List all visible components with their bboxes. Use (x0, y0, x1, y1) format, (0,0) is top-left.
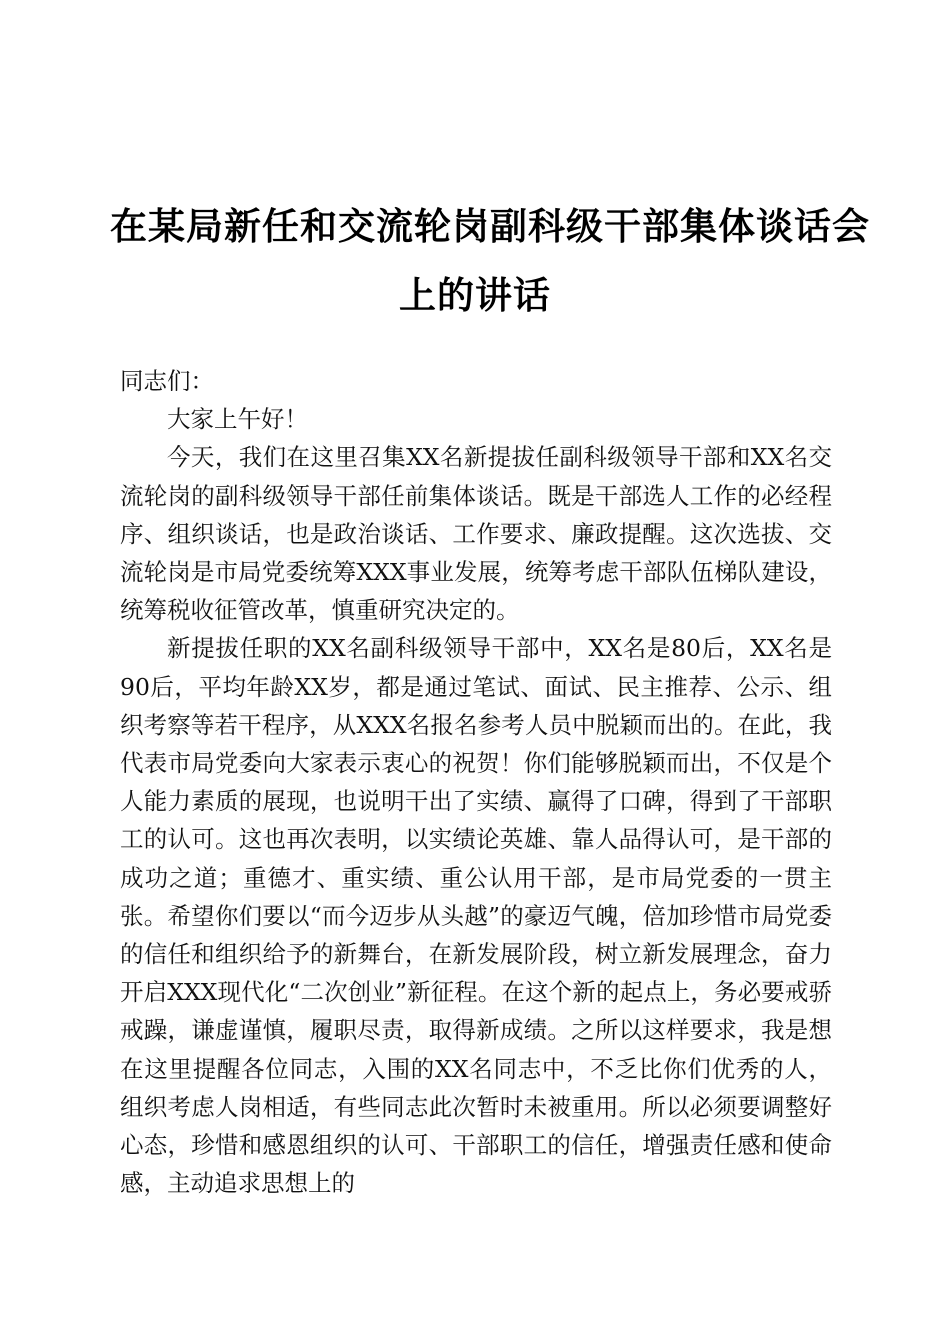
document-body (120, 362, 832, 1202)
paragraph-1: 今天，我们在这里召集XX名新提拔任副科级领导干部和XX名交流轮岗的副科级领导干部任前集体谈话。既是干部选人工作的必经程序、组织谈话，也是政治谈话、工作要求、廉政提醒。这次选拔、交流轮岗是市局党委统筹XXX事业发展，统筹考虑干部队伍梯队建设，统筹税收征管改革，慎重研究决定的。 (120, 443, 832, 625)
salutation: 同志们： (120, 367, 214, 395)
document-title-line-2: 上的讲话 (399, 273, 551, 317)
document-title-line-1: 在某局新任和交流轮岗副科级干部集体谈话会 (110, 204, 870, 248)
paragraph-2: 新提拔任职的XX名副科级领导干部中，XX名是80后，XX名是90后，平均年龄XX岁，都是通过笔试、面试、民主推荐、公示、组织考察等若干程序，从XXX名报名参考人员中脱颖而出的。在此，我代表市局党委向大家表示衷心的祝贺！你们能够脱颖而出，不仅是个人能力素质的展现，也说明干出了实绩、赢得了口碑，得到了干部职工的认可。这也再次表明，以实绩论英雄、靠人品得认可，是干部的成功之道；重德才、重实绩、重公认用干部，是市局党委的一贯主张。希望你们要以“而今迈步从头越”的豪迈气魄，倍加珍惜市局党委的信任和组织给予的新舞台，在新发展阶段，树立新发展理念，奋力开启XXX现代化“二次创业”新征程。在这个新的起点上，务必要戒骄戒躁，谦虚谨慎，履职尽责，取得新成绩。之所以这样要求，我是想在这里提醒各位同志，入围的XX名同志中，不乏比你们优秀的人，组织考虑人岗相适，有些同志此次暂时未被重用。所以必须要调整好心态，珍惜和感恩组织的认可、干部职工的信任，增强责任感和使命感，主动追求思想上的 (120, 634, 832, 1198)
greeting: 大家上午好！ (167, 405, 308, 434)
